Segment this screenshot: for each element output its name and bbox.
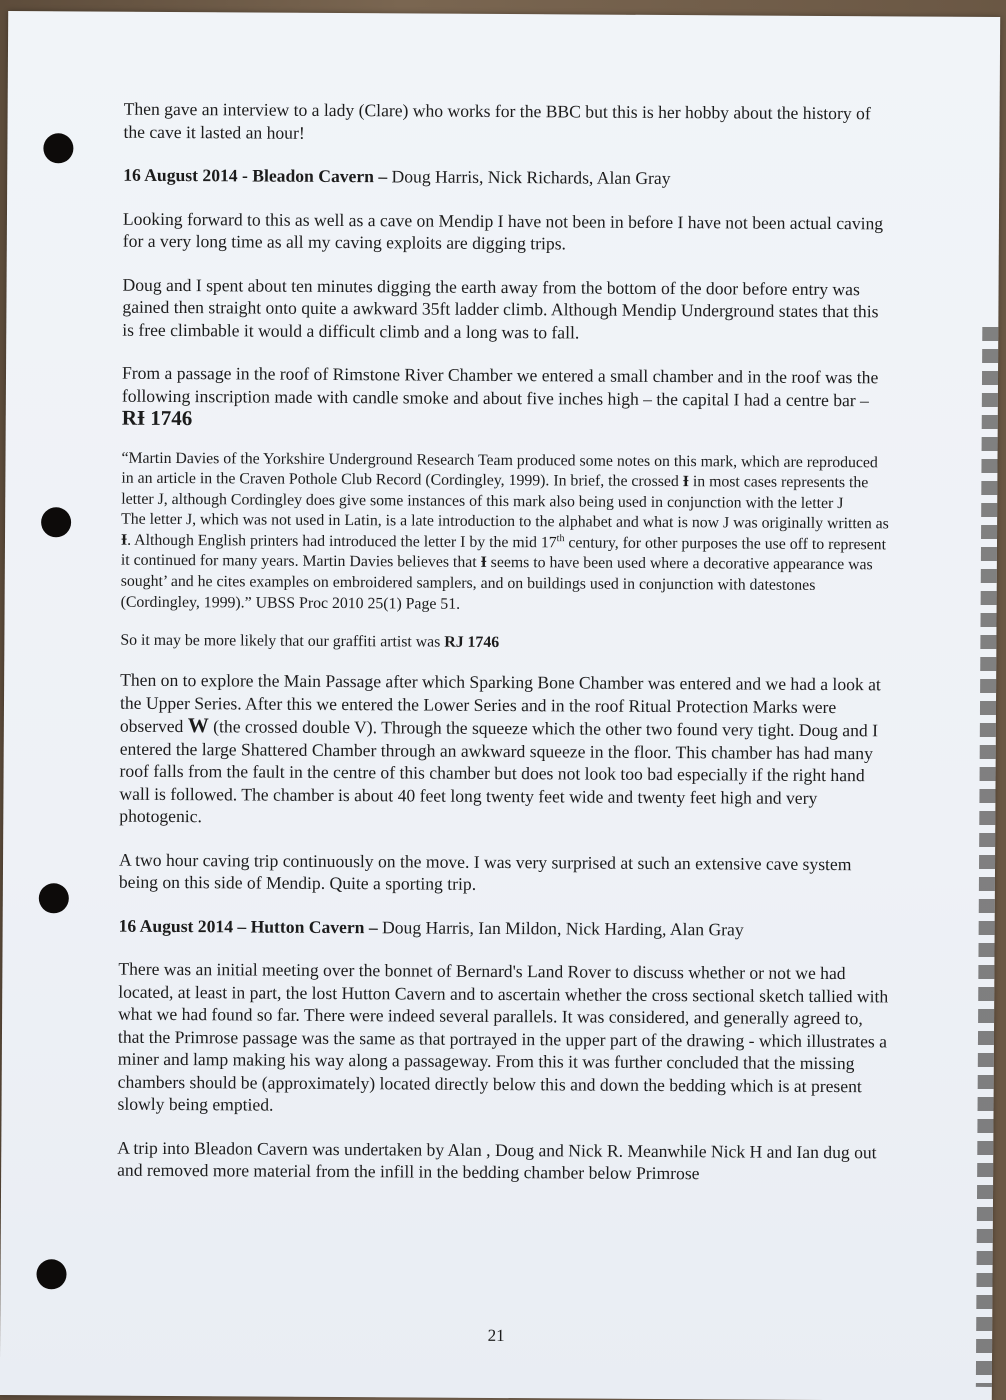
superscript: th (556, 532, 565, 544)
inscription-mark: RƗ 1746 (121, 405, 193, 431)
trip-title: 16 August 2014 - Bleadon Cavern – (123, 164, 388, 187)
quote-paragraph (121, 510, 892, 618)
trip-heading-hutton (119, 914, 889, 941)
quote-text: “Martin Davies of the Yorkshire Underground Research Team produced some notes on this mark, which are reproduced in an article in the Craven Pothole Club Record (Cordingley, 1999). In brief, the crossed (121, 449, 878, 491)
paragraph-text: (the crossed double V). Through the squeeze which the other two found very tight. Doug and I entered the large Shattered Chamber through an awkward squeeze in the floor. This chamber has had many roof falls from the fault in the centre of this chamber but does not look too bad especially if the right hand wall is followed. The chamber is about 40 feet long twenty feet wide and twenty feet high and very photogenic. (119, 716, 879, 827)
punch-hole (36, 1259, 66, 1289)
intro-paragraph: Then gave an interview to a lady (Clare) who works for the BBC but this is her hobby about the history of the cave it lasted an hour! (123, 98, 871, 143)
quote-text: century, for other purposes the use off to represent it continued for many years. Martin Davies believes that (120, 534, 887, 572)
trip-title: 16 August 2014 – Hutton Cavern – (118, 915, 378, 938)
quote-paragraph (121, 448, 891, 514)
paragraph-ritual-marks (119, 669, 890, 832)
crossed-i-glyph: Ɨ (480, 554, 487, 572)
paragraph: A two hour caving trip continuously on the move. I was very surprised at such an extensive cave system being on this side of Mendip. Quite a sporting trip. (118, 849, 852, 895)
trip-heading-bleadon (123, 164, 893, 191)
crossed-i-glyph: Ɨ (682, 473, 689, 491)
edge-shadow-text (976, 327, 998, 1387)
quote-text: in most cases represents the letter J, although Cordingley does give some instances of this mark also being used in conjunction with the letter J (121, 473, 869, 512)
paragraph: There was an initial meeting over the bonnet of Bernard's Land Rover to discuss whether or not we had located, at least in part, the lost Hutton Cavern and to ascertain whether the cross sectional sketch tallied with what we had found so far. There were indeed several parallels. It was considered, and generally agreed to, that the Primrose passage was the same as that portrayed in the upper part of the drawing - which illustrates a miner and lamp making his way along a passageway. From this it was further concluded that the missing chambers should be (approximately) located directly below this and down the bedding which is at present slowly being emptied. (117, 958, 889, 1115)
note-text: So it may be more likely that our graffiti artist was (120, 631, 445, 651)
paragraph: Looking forward to this as well as a cave on Mendip I have not been in before I have not been actual caving for a very long time as all my caving exploits are digging trips. (122, 208, 884, 254)
crossed-i-glyph: Ɨ (120, 531, 128, 549)
punch-hole (43, 133, 73, 163)
conclusion-note (120, 631, 890, 656)
page-body (117, 98, 894, 1186)
quotation-block (121, 448, 892, 617)
quote-text: The letter J, which was not used in Latin, is a late introduction to the alphabet and what is now J was originally written as (121, 510, 889, 533)
ritual-mark-glyph: W (187, 713, 209, 738)
quote-text: . Although English printers had introduced the letter I by the mid 17 (127, 531, 557, 552)
quote-text: seems to have been used where a decorative appearance was sought’ and he cites examples on embroidered samplers, and on buildings used in conjunction with datestones (Cordingley, 1999).” UBSS Proc 2010 25(1) Page 51. (120, 554, 873, 613)
paragraph-text: Then on to explore the Main Passage after which Sparking Bone Chamber was entered and we had a look at the Upper Series. After this we entered the Lower Series and in the roof Ritual Protection Marks were observed (119, 669, 881, 737)
punch-hole (41, 507, 71, 537)
paragraph-text: From a passage in the roof of Rimstone River Chamber we entered a small chamber and in the roof was the following inscription made with candle smoke and about five inches high – the capital I had a centre bar – (121, 362, 879, 410)
document-page (0, 11, 1000, 1400)
note-emphasis: RJ 1746 (444, 633, 500, 652)
paragraph: A trip into Bleadon Cavern was undertaken by Alan , Doug and Nick R. Meanwhile Nick H and Ian dug out and removed more material from the infill in the bedding chamber below Primrose (117, 1137, 877, 1184)
page-number: 21 (487, 1325, 505, 1346)
trip-members: Doug Harris, Ian Mildon, Nick Harding, Alan Gray (377, 917, 744, 940)
paragraph-inscription (122, 362, 892, 435)
punch-hole (39, 883, 69, 913)
paragraph: Doug and I spent about ten minutes digging the earth away from the bottom of the door before entry was gained then straight onto quite a awkward 35ft ladder climb. Although Mendip Underground states that this is free climbable it would a difficult climb and a long was to fall. (122, 274, 879, 342)
trip-members: Doug Harris, Nick Richards, Alan Gray (387, 166, 671, 189)
